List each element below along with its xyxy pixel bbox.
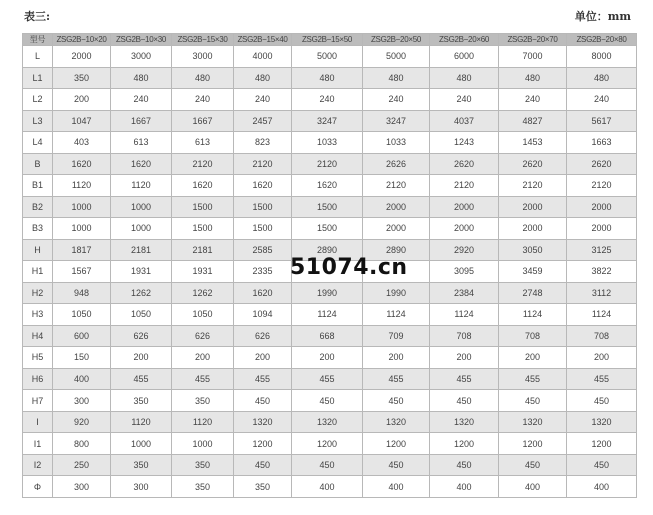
table-cell: 403	[53, 132, 111, 154]
table-cell: 8000	[567, 46, 637, 68]
table-cell: 480	[172, 67, 234, 89]
table-cell: 2335	[234, 261, 292, 283]
table-cell: 480	[363, 67, 430, 89]
table-cell: 1620	[172, 175, 234, 197]
row-label: L	[23, 46, 53, 68]
table-cell: 1320	[567, 411, 637, 433]
table-row	[23, 304, 637, 326]
header-cell: ZSG2B−20×60	[430, 34, 499, 46]
table-cell: 200	[172, 347, 234, 369]
table-cell: 455	[499, 368, 567, 390]
table-cell: 1262	[172, 282, 234, 304]
row-label: H5	[23, 347, 53, 369]
table-cell: 300	[111, 476, 172, 498]
table-cell: 1047	[53, 110, 111, 132]
table-cell: 1124	[430, 304, 499, 326]
table-cell: 450	[567, 454, 637, 476]
table-cell: 1500	[234, 218, 292, 240]
table-caption: 表三:	[24, 10, 51, 23]
table-cell: 1320	[292, 411, 363, 433]
table-cell: 480	[292, 67, 363, 89]
table-cell: 1620	[111, 153, 172, 175]
row-label: H6	[23, 368, 53, 390]
table-cell: 2000	[430, 196, 499, 218]
table-cell: 2620	[567, 153, 637, 175]
table-cell: 240	[234, 89, 292, 111]
table-cell: 1990	[292, 282, 363, 304]
table-cell: 1094	[234, 304, 292, 326]
table-row	[23, 110, 637, 132]
table-row	[23, 67, 637, 89]
table-cell: 1120	[111, 411, 172, 433]
table-cell: 1567	[53, 261, 111, 283]
table-cell: 1620	[234, 175, 292, 197]
table-cell: 1931	[111, 261, 172, 283]
table-cell: 1000	[172, 433, 234, 455]
table-row	[23, 433, 637, 455]
table-cell: 708	[499, 325, 567, 347]
table-cell: 3050	[499, 239, 567, 261]
table-cell: 240	[567, 89, 637, 111]
table-cell: 450	[499, 390, 567, 412]
table-row	[23, 347, 637, 369]
table-row	[23, 46, 637, 68]
table-cell: 250	[53, 454, 111, 476]
table-cell: 480	[111, 67, 172, 89]
row-label: I1	[23, 433, 53, 455]
table-cell: 2890	[363, 239, 430, 261]
table-cell: 400	[292, 476, 363, 498]
table-cell: 2120	[430, 175, 499, 197]
table-cell: 1243	[430, 132, 499, 154]
table-cell: 3125	[567, 239, 637, 261]
table-cell: 200	[234, 347, 292, 369]
table-cell: 1500	[234, 196, 292, 218]
table-cell: 708	[430, 325, 499, 347]
table-cell: 1320	[363, 411, 430, 433]
table-cell: 400	[53, 368, 111, 390]
table-cell: 1500	[172, 218, 234, 240]
table-cell: 240	[363, 89, 430, 111]
watermark: 51074.cn	[290, 255, 408, 280]
table-cell: 2181	[111, 239, 172, 261]
table-cell: 2000	[499, 218, 567, 240]
table-cell: 2120	[234, 153, 292, 175]
table-row	[23, 325, 637, 347]
table-cell: 1033	[363, 132, 430, 154]
row-label: B1	[23, 175, 53, 197]
table-cell: 2457	[234, 110, 292, 132]
table-cell: 1200	[430, 433, 499, 455]
table-cell: 5000	[292, 46, 363, 68]
table-cell: 200	[567, 347, 637, 369]
table-cell: 455	[363, 368, 430, 390]
table-cell: 1200	[363, 433, 430, 455]
row-label: B2	[23, 196, 53, 218]
table-cell: 455	[292, 368, 363, 390]
row-label: H7	[23, 390, 53, 412]
table-row	[23, 239, 637, 261]
header-cell-model: 型号	[23, 34, 53, 46]
row-label: B3	[23, 218, 53, 240]
table-row	[23, 261, 637, 283]
table-cell: 626	[172, 325, 234, 347]
header-cell: ZSG2B−10×30	[111, 34, 172, 46]
header-cell: ZSG2B−20×70	[499, 34, 567, 46]
table-cell: 800	[53, 433, 111, 455]
row-label: I	[23, 411, 53, 433]
table-cell: 6000	[430, 46, 499, 68]
table-cell: 200	[53, 89, 111, 111]
table-cell	[363, 261, 430, 283]
table-row	[23, 132, 637, 154]
table-cell: 5000	[363, 46, 430, 68]
table-cell: 240	[292, 89, 363, 111]
table-cell: 240	[499, 89, 567, 111]
table-cell: 1050	[172, 304, 234, 326]
table-cell: 1320	[430, 411, 499, 433]
table-row	[23, 368, 637, 390]
row-label: H2	[23, 282, 53, 304]
header-cell: ZSG2B−10×20	[53, 34, 111, 46]
table-cell: 1000	[53, 196, 111, 218]
table-cell: 1050	[53, 304, 111, 326]
table-cell: 1200	[234, 433, 292, 455]
row-label: H1	[23, 261, 53, 283]
table-cell: 1500	[292, 218, 363, 240]
table-row	[23, 454, 637, 476]
table-cell: 1667	[111, 110, 172, 132]
table-cell: 3095	[430, 261, 499, 283]
table-cell: 4827	[499, 110, 567, 132]
table-cell: 2120	[292, 153, 363, 175]
table-cell: 4037	[430, 110, 499, 132]
table-cell: 200	[292, 347, 363, 369]
table-row	[23, 218, 637, 240]
table-cell: 626	[234, 325, 292, 347]
table-cell: 2748	[499, 282, 567, 304]
table-cell	[292, 261, 363, 283]
table-cell: 2120	[499, 175, 567, 197]
table-cell: 350	[172, 390, 234, 412]
table-cell: 920	[53, 411, 111, 433]
row-label: H	[23, 239, 53, 261]
table-cell: 2000	[499, 196, 567, 218]
table-cell: 450	[292, 390, 363, 412]
table-cell: 1124	[567, 304, 637, 326]
table-cell: 1500	[292, 196, 363, 218]
table-cell: 1320	[234, 411, 292, 433]
table-cell: 1050	[111, 304, 172, 326]
table-cell: 450	[234, 390, 292, 412]
table-cell: 3000	[111, 46, 172, 68]
table-cell: 4000	[234, 46, 292, 68]
row-label: L1	[23, 67, 53, 89]
table-cell: 240	[111, 89, 172, 111]
table-cell: 2181	[172, 239, 234, 261]
table-cell: 1200	[499, 433, 567, 455]
table-cell: 200	[363, 347, 430, 369]
row-label: L3	[23, 110, 53, 132]
table-cell: 2000	[363, 218, 430, 240]
table-cell: 455	[172, 368, 234, 390]
table-cell: 2120	[363, 175, 430, 197]
table-cell: 350	[111, 454, 172, 476]
table-cell: 455	[430, 368, 499, 390]
table-cell: 2000	[53, 46, 111, 68]
table-cell: 450	[499, 454, 567, 476]
table-cell: 1000	[111, 218, 172, 240]
table-cell: 350	[234, 476, 292, 498]
table-cell: 200	[430, 347, 499, 369]
table-cell: 350	[53, 67, 111, 89]
header-cell: ZSG2B−20×50	[363, 34, 430, 46]
table-cell: 3112	[567, 282, 637, 304]
table-body	[23, 46, 637, 498]
table-cell: 1931	[172, 261, 234, 283]
table-cell: 450	[363, 390, 430, 412]
table-cell: 3247	[292, 110, 363, 132]
table-row	[23, 390, 637, 412]
table-cell: 2000	[363, 196, 430, 218]
table-cell: 450	[430, 390, 499, 412]
table-cell: 2620	[430, 153, 499, 175]
table-cell: 708	[567, 325, 637, 347]
table-row	[23, 411, 637, 433]
header-cell: ZSG2B−15×40	[234, 34, 292, 46]
table-cell: 613	[111, 132, 172, 154]
table-cell: 668	[292, 325, 363, 347]
row-label: L2	[23, 89, 53, 111]
table-cell: 350	[111, 390, 172, 412]
table-cell: 400	[567, 476, 637, 498]
table-cell: 2920	[430, 239, 499, 261]
table-row	[23, 153, 637, 175]
table-cell: 7000	[499, 46, 567, 68]
table-cell: 1120	[111, 175, 172, 197]
table-cell: 2585	[234, 239, 292, 261]
table-row	[23, 476, 637, 498]
table-cell: 480	[567, 67, 637, 89]
table-cell: 200	[499, 347, 567, 369]
table-cell: 480	[499, 67, 567, 89]
table-cell: 455	[234, 368, 292, 390]
table-cell: 1120	[172, 411, 234, 433]
header-cell: ZSG2B−20×80	[567, 34, 637, 46]
table-row	[23, 175, 637, 197]
table-cell: 1620	[292, 175, 363, 197]
table-cell: 600	[53, 325, 111, 347]
table-cell: 2384	[430, 282, 499, 304]
table-cell: 1620	[53, 153, 111, 175]
row-label: I2	[23, 454, 53, 476]
table-cell: 948	[53, 282, 111, 304]
table-cell: 2626	[363, 153, 430, 175]
table-cell: 350	[172, 476, 234, 498]
table-cell: 1620	[234, 282, 292, 304]
table-cell: 300	[53, 390, 111, 412]
row-label: B	[23, 153, 53, 175]
table-row	[23, 89, 637, 111]
row-label: H3	[23, 304, 53, 326]
table-cell: 626	[111, 325, 172, 347]
table-cell: 3822	[567, 261, 637, 283]
row-label: Φ	[23, 476, 53, 498]
table-cell: 1124	[499, 304, 567, 326]
table-cell: 480	[430, 67, 499, 89]
table-cell: 1200	[567, 433, 637, 455]
table-cell: 5617	[567, 110, 637, 132]
table-cell: 1124	[292, 304, 363, 326]
table-cell: 2120	[172, 153, 234, 175]
table-cell: 350	[172, 454, 234, 476]
row-label: H4	[23, 325, 53, 347]
spec-table	[22, 33, 637, 498]
table-cell: 450	[567, 390, 637, 412]
table-cell: 2000	[430, 218, 499, 240]
table-cell: 1817	[53, 239, 111, 261]
table-cell: 150	[53, 347, 111, 369]
table-cell: 450	[363, 454, 430, 476]
table-cell: 1453	[499, 132, 567, 154]
table-cell: 400	[363, 476, 430, 498]
table-cell: 450	[292, 454, 363, 476]
table-cell: 2620	[499, 153, 567, 175]
header-cell: ZSG2B−15×30	[172, 34, 234, 46]
table-cell: 1200	[292, 433, 363, 455]
table-cell: 1990	[363, 282, 430, 304]
table-cell: 1667	[172, 110, 234, 132]
table-cell: 1124	[363, 304, 430, 326]
table-cell: 1000	[111, 433, 172, 455]
table-cell: 2120	[567, 175, 637, 197]
table-cell: 823	[234, 132, 292, 154]
table-cell: 1663	[567, 132, 637, 154]
table-cell: 240	[172, 89, 234, 111]
table-cell: 1262	[111, 282, 172, 304]
table-cell: 3247	[363, 110, 430, 132]
table-cell: 1500	[172, 196, 234, 218]
table-cell: 1000	[111, 196, 172, 218]
table-row	[23, 282, 637, 304]
table-cell: 3459	[499, 261, 567, 283]
table-cell: 480	[234, 67, 292, 89]
table-cell: 1033	[292, 132, 363, 154]
table-cell: 2890	[292, 239, 363, 261]
table-cell: 1320	[499, 411, 567, 433]
table-cell: 200	[111, 347, 172, 369]
table-cell: 2000	[567, 196, 637, 218]
table-cell: 709	[363, 325, 430, 347]
table-cell: 3000	[172, 46, 234, 68]
table-cell: 1000	[53, 218, 111, 240]
table-cell: 450	[430, 454, 499, 476]
unit-label: 单位：mm	[574, 10, 631, 23]
table-cell: 613	[172, 132, 234, 154]
header-row	[23, 34, 637, 46]
table-cell: 1120	[53, 175, 111, 197]
table-cell: 400	[430, 476, 499, 498]
row-label: L4	[23, 132, 53, 154]
table-cell: 455	[111, 368, 172, 390]
table-cell: 2000	[567, 218, 637, 240]
table-row	[23, 196, 637, 218]
table-cell: 455	[567, 368, 637, 390]
table-cell: 450	[234, 454, 292, 476]
table-cell: 400	[499, 476, 567, 498]
table-cell: 240	[430, 89, 499, 111]
table-cell: 300	[53, 476, 111, 498]
header-cell: ZSG2B−15×50	[292, 34, 363, 46]
